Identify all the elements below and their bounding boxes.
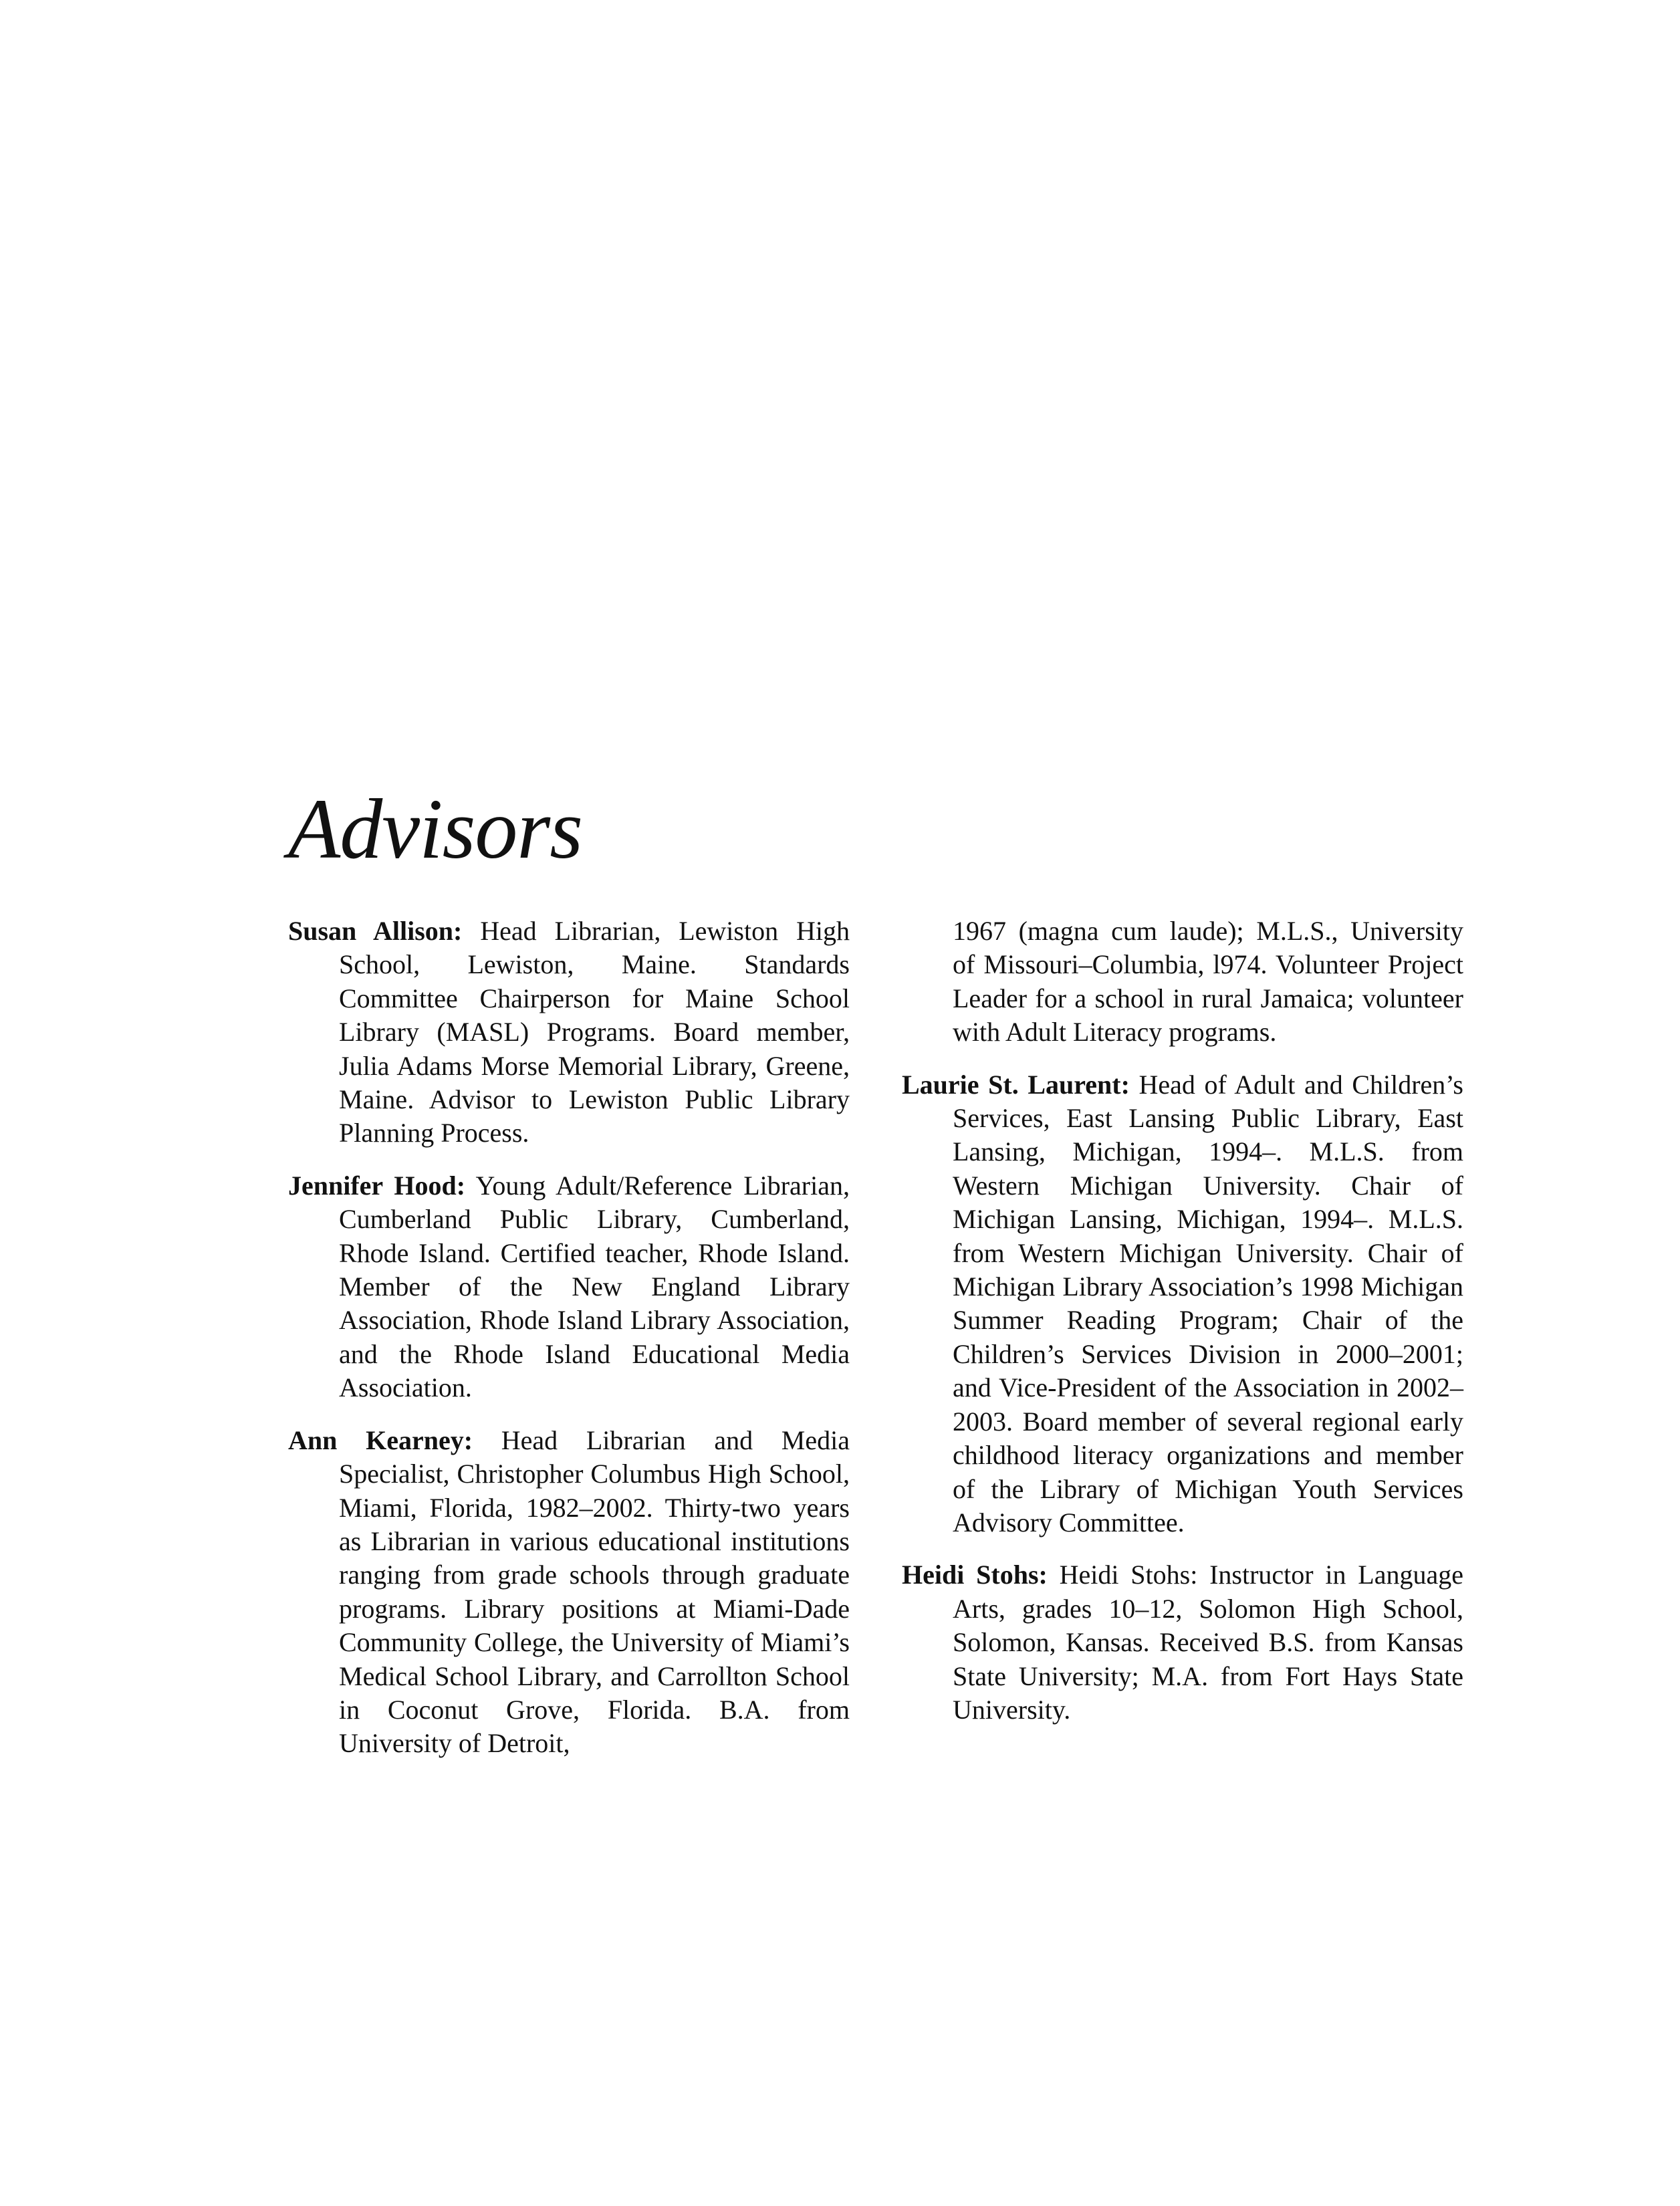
advisor-name: Ann Kearney: — [288, 1425, 473, 1455]
advisor-name: Jennifer Hood: — [288, 1170, 466, 1201]
advisor-entry-kearney — [288, 1424, 850, 1761]
page-title: Advisors — [288, 781, 582, 876]
advisor-name: Heidi Stohs: — [902, 1560, 1048, 1590]
advisor-entry-allison — [288, 914, 850, 1150]
advisor-entry-stohs — [902, 1558, 1463, 1727]
advisor-bio: Head Librarian and Media Specialist, Christopher Columbus High School, Miami, Florida, 1982–2002. Thirty-two years as Librarian in various educational institutions ranging from grade schools through graduate programs. Library positions at Miami-Dade Community College, the University of Miami’s Medical School Library, and Carrollton School in Coconut Grove, Florida. B.A. from University of Detroit, — [339, 1425, 850, 1759]
left-column — [288, 914, 850, 1780]
advisor-bio: Young Adult/Reference Librarian, Cumberland Public Library, Cumberland, Rhode Island. Certified teacher, Rhode Island. Member of the New England Library Association, Rhode Island Library Association, and the Rhode Island Educational Media Association. — [339, 1170, 850, 1403]
advisor-bio-continuation: 1967 (magna cum laude); M.L.S., University of Missouri–Columbia, l974. Volunteer Project Leader for a school in rural Jamaica; volunteer with Adult Literacy programs. — [953, 916, 1463, 1048]
advisor-name: Laurie St. Laurent: — [902, 1069, 1130, 1100]
advisor-entry-st-laurent — [902, 1068, 1463, 1540]
advisor-name: Susan Allison: — [288, 916, 463, 946]
advisor-bio: Heidi Stohs: Instructor in Language Arts, grades 10–12, Solomon High School, Solomon, Kansas. Received B.S. from Kansas State University; M.A. from Fort Hays State University. — [953, 1560, 1463, 1725]
advisor-bio: Head Librarian, Lewiston High School, Lewiston, Maine. Standards Committee Chairperson for Maine School Library (MASL) Programs. Board member, Julia Adams Morse Memorial Library, Greene, Maine. Advisor to Lewiston Public Library Planning Process. — [339, 916, 850, 1148]
advisor-bio: Head of Adult and Children’s Services, East Lansing Public Library, East Lansing, Michigan, 1994–. M.L.S. from Western Michigan University. Chair of Michigan Lansing, Michigan, 1994–. M.L.S. from Western Michigan University. Chair of Michigan Library Association’s 1998 Michigan Summer Reading Program; Chair of the Children’s Services Division in 2000–2001; and Vice-President of the Association in 2002–2003. Board member of several regional early childhood literacy organizations and member of the Library of Michigan Youth Services Advisory Committee. — [953, 1069, 1463, 1538]
right-column — [902, 914, 1463, 1745]
advisor-entry-hood — [288, 1169, 850, 1405]
